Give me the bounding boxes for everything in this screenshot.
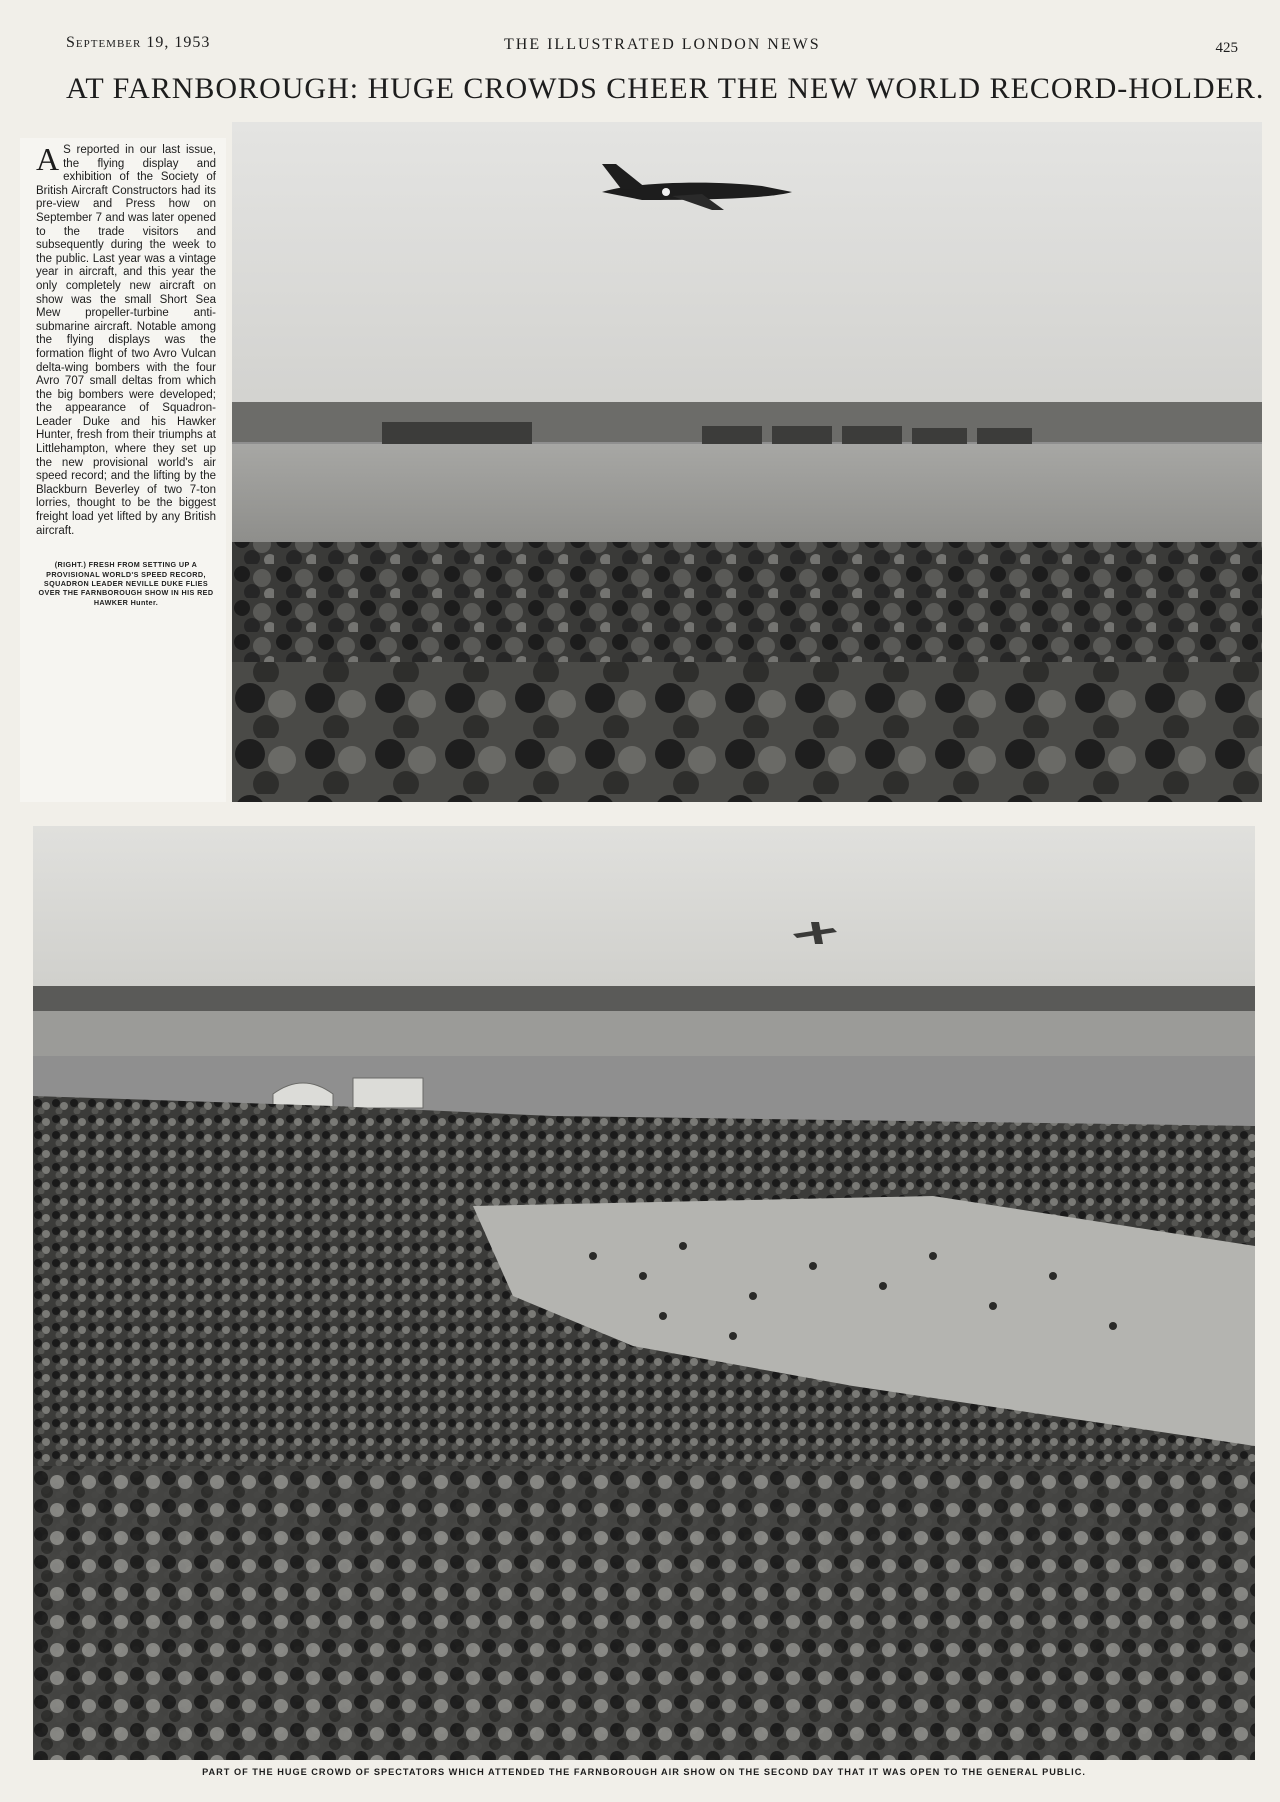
drop-cap: A [36, 141, 60, 177]
bottom-photo-caption: PART OF THE HUGE CROWD OF SPECTATORS WHICH ATTENDED THE FARNBOROUGH AIR SHOW ON THE SECOND DAY THAT IT WAS OPEN TO THE GENERAL PUBLIC. [202, 1767, 1086, 1777]
intro-text [36, 141, 216, 538]
issue-date: September 19, 1953 [66, 34, 211, 51]
page-number: 425 [1215, 40, 1238, 56]
page-headline: AT FARNBOROUGH: HUGE CROWDS CHEER THE NEW WORLD RECORD-HOLDER. [66, 72, 1265, 105]
hunter-flyover-photo [232, 122, 1262, 802]
crowd-aerial-photo [33, 826, 1255, 1760]
intro-column [20, 138, 226, 802]
publication-name: THE ILLUSTRATED LONDON NEWS [504, 36, 821, 53]
top-photo-caption: (RIGHT.) FRESH FROM SETTING UP A PROVISIONAL WORLD'S SPEED RECORD, SQUADRON LEADER NEVILLE DUKE FLIES OVER THE FARNBOROUGH SHOW IN HIS RED HAWKER Hunter. [38, 560, 214, 607]
intro-body: S reported in our last issue, the flying display and exhibition of the Society of British Aircraft Constructors had its pre-view and Press how on September 7 and was later opened to the trade visitors and subsequently during the week to the public. Last year was a vintage year in aircraft, and this year the only completely new aircraft on show was the small Short Sea Mew propeller-turbine anti-submarine aircraft. Notable among the flying displays was the formation flight of two Avro Vulcan delta-wing bombers with the four Avro 707 small deltas from which the big bombers were developed; the appearance of Squadron-Leader Duke and his Hawker Hunter, fresh from their triumphs at Littlehampton, where they set up the new provisional world's air speed record; and the lifting by the Blackburn Beverley of two 7-ton lorries, thought to be the biggest freight load yet lifted by any British aircraft. [36, 144, 216, 537]
page-header [66, 34, 1238, 58]
